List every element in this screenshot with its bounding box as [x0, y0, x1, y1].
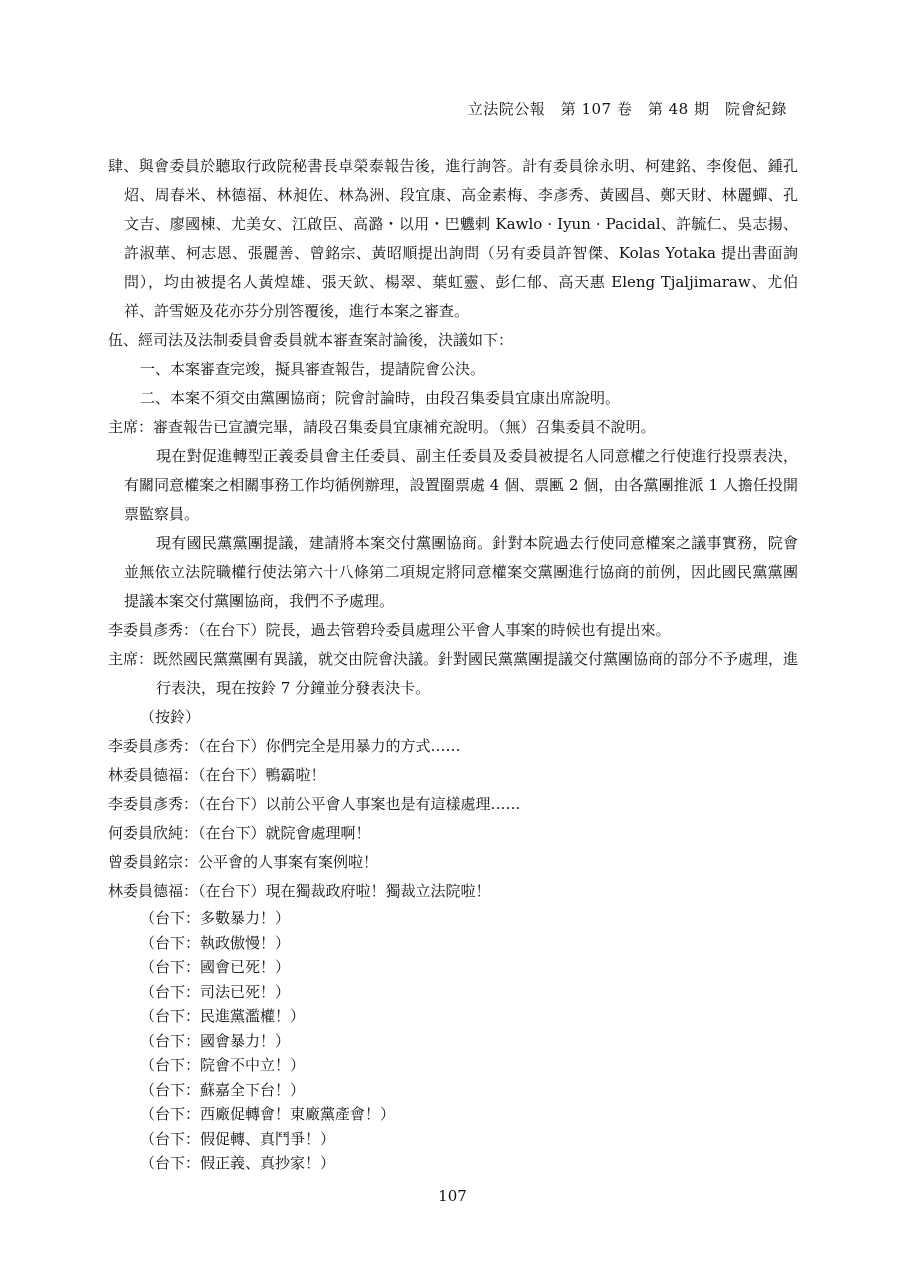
speaker-line: 林委員德福：（在台下）鴨霸啦！ [108, 766, 326, 784]
speaker-line: 李委員彥秀：（在台下）院長，過去管碧玲委員處理公平會人事案的時候也有提出來。 [108, 621, 671, 639]
page-number: 107 [438, 1187, 467, 1205]
crowd-shout: （台下：國會暴力！） [140, 1031, 291, 1050]
crowd-shout: （台下：執政傲慢！） [140, 933, 291, 952]
document-body [108, 152, 798, 1176]
speaker-line: 林委員德福：（在台下）現在獨裁政府啦！獨裁立法院啦！ [108, 882, 491, 900]
crowd-shout: （台下：司法已死！） [140, 982, 291, 1001]
section-four: 肆、與會委員於聽取行政院秘書長卓榮泰報告後，進行詢答。計有委員徐永明、柯建銘、李俊俋、鍾孔炤、周春米、林德福、林昶佐、林為洲、段宜康、高金素梅、李彥秀、黃國昌、鄭天財、林麗蟬、孔文吉、廖國棟、尤美女、江啟臣、高潞・以用・巴魕剌 Kawlo · Iyun · Pacidal、許毓仁、吳志揚、許淑華、柯志恩、張麗善、曾銘宗、黃昭順提出詢問（另有委員許智傑、Kolas Yotaka 提出書面詢問），均由被提名人黃煌雄、張天欽、楊翠、葉虹靈、彭仁郁、高天惠 Eleng Tjaljimaraw、尤伯祥、許雪姬及花亦芬分別答覆後，進行本案之審查。 [108, 157, 798, 320]
paragraph: 現在對促進轉型正義委員會主任委員、副主任委員及委員被提名人同意權之行使進行投票表決，有關同意權案之相關事務工作均循例辦理，設置圈票處 4 個、票匭 2 個，由各黨團推派 1 人擔任投開票監察員。 [124, 447, 798, 523]
speaker-line: 何委員欣純：（在台下）就院會處理啊！ [108, 824, 371, 842]
crowd-shout: （台下：假正義、真抄家！） [140, 1154, 336, 1172]
speaker-line: 李委員彥秀：（在台下）以前公平會人事案也是有這樣處理…… [108, 795, 521, 813]
speaker-line: 李委員彥秀：（在台下）你們完全是用暴力的方式…… [108, 737, 461, 755]
stage-note: （按鈴） [140, 708, 201, 726]
crowd-shout: （台下：國會已死！） [140, 958, 291, 976]
crowd-shout: （台下：蘇嘉全下台！） [140, 1080, 306, 1099]
section-five: 伍、經司法及法制委員會委員就本審查案討論後，決議如下： [108, 331, 514, 349]
chair-statement: 主席：審查報告已宣讀完畢，請段召集委員宜康補充說明。（無）召集委員不說明。 [108, 418, 656, 436]
crowd-shout: （台下：多數暴力！） [140, 909, 291, 927]
speaker-line: 曾委員銘宗：公平會的人事案有案例啦！ [108, 853, 379, 871]
paragraph: 現有國民黨黨團提議，建請將本案交付黨團協商。針對本院過去行使同意權案之議事實務，院會並無依立法院職權行使法第六十八條第二項規定將同意權案交黨團進行協商的前例，因此國民黨黨團提議本案交付黨團協商，我們不予處理。 [124, 534, 798, 610]
resolution-item-2: 二、本案不須交由黨團協商；院會討論時，由段召集委員宜康出席說明。 [140, 389, 621, 407]
crowd-shout: （台下：民進黨濫權！） [140, 1007, 306, 1025]
crowd-shout: （台下：院會不中立！） [140, 1056, 306, 1074]
chair-statement: 主席：既然國民黨黨團有異議，就交由院會決議。針對國民黨黨團提議交付黨團協商的部分不予處理，進行表決，現在按鈴 7 分鐘並分發表決卡。 [108, 650, 799, 697]
running-header: 立法院公報 第 107 卷 第 48 期 院會紀錄 [467, 100, 787, 118]
crowd-shout: （台下：西廠促轉會！東廠黨產會！） [140, 1105, 396, 1123]
crowd-shouts [108, 906, 798, 1176]
crowd-shout: （台下：假促轉、真鬥爭！） [140, 1129, 336, 1148]
resolution-item-1: 一、本案審查完竣，擬具審查報告，提請院會公決。 [140, 360, 486, 378]
